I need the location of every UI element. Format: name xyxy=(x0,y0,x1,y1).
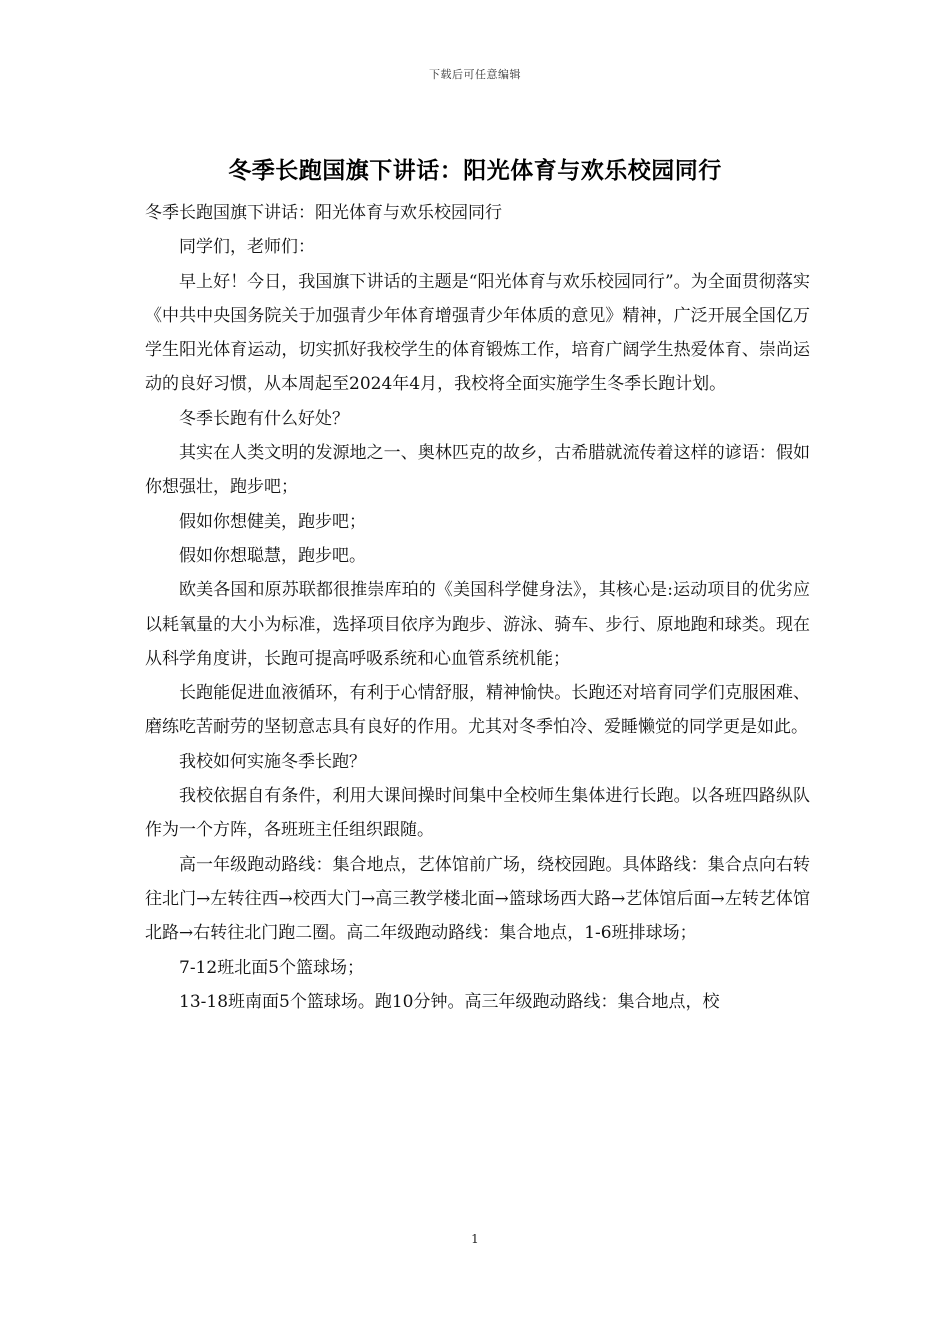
header-note: 下载后可任意编辑 xyxy=(429,68,521,81)
paragraph: 我校依据自有条件，利用大课间操时间集中全校师生集体进行长跑。以各班四路纵队作为一个方阵，各班班主任组织跟随。 xyxy=(145,786,810,841)
paragraph: 同学们，老师们： xyxy=(179,237,315,258)
document-body xyxy=(145,196,810,1019)
document-title: 冬季长跑国旗下讲话：阳光体育与欢乐校园同行 xyxy=(228,157,722,184)
paragraph: 冬季长跑有什么好处？ xyxy=(179,408,349,429)
paragraph: 其实在人类文明的发源地之一、奥林匹克的故乡，古希腊就流传着这样的谚语：假如你想强壮，跑步吧； xyxy=(145,443,810,498)
paragraph: 假如你想健美，跑步吧； xyxy=(179,511,366,532)
paragraph: 假如你想聪慧，跑步吧。 xyxy=(179,545,366,566)
paragraph: 我校如何实施冬季长跑？ xyxy=(179,751,366,772)
paragraph: 欧美各国和原苏联都很推崇库珀的《美国科学健身法》，其核心是:运动项目的优劣应以耗氧量的大小为标准，选择项目依序为跑步、游泳、骑车、步行、原地跑和球类。现在从科学角度讲，长跑可提高呼吸系统和心血管系统机能； xyxy=(145,580,810,669)
page-number: 1 xyxy=(471,1232,479,1246)
paragraph: 13-18班南面5个篮球场。跑10分钟。高三年级跑动路线：集合地点，校 xyxy=(179,991,720,1012)
paragraph: 高一年级跑动路线：集合地点，艺体馆前广场，绕校园跑。具体路线：集合点向右转往北门→左转往西→校西大门→高三教学楼北面→篮球场西大路→艺体馆后面→左转艺体馆北路→右转往北门跑二圈。高二年级跑动路线：集合地点，1-6班排球场； xyxy=(145,854,810,944)
paragraph: 7-12班北面5个篮球场； xyxy=(179,957,365,978)
paragraph: 长跑能促进血液循环，有利于心情舒服，精神愉快。长跑还对培育同学们克服困难、磨练吃苦耐劳的坚韧意志具有良好的作用。尤其对冬季怕冷、爱睡懒觉的同学更是如此。 xyxy=(145,683,810,738)
paragraph: 冬季长跑国旗下讲话：阳光体育与欢乐校园同行 xyxy=(145,203,502,223)
paragraph: 早上好！今日，我国旗下讲话的主题是“阳光体育与欢乐校园同行”。为全面贯彻落实《中共中央国务院关于加强青少年体育增强青少年体质的意见》精神，广泛开展全国亿万学生阳光体育运动，切实抓好我校学生的体育锻炼工作，培育广阔学生热爱体育、崇尚运动的良好习惯，从本周起至2024年4月，我校将全面实施学生冬季长跑计划。 xyxy=(145,271,810,395)
